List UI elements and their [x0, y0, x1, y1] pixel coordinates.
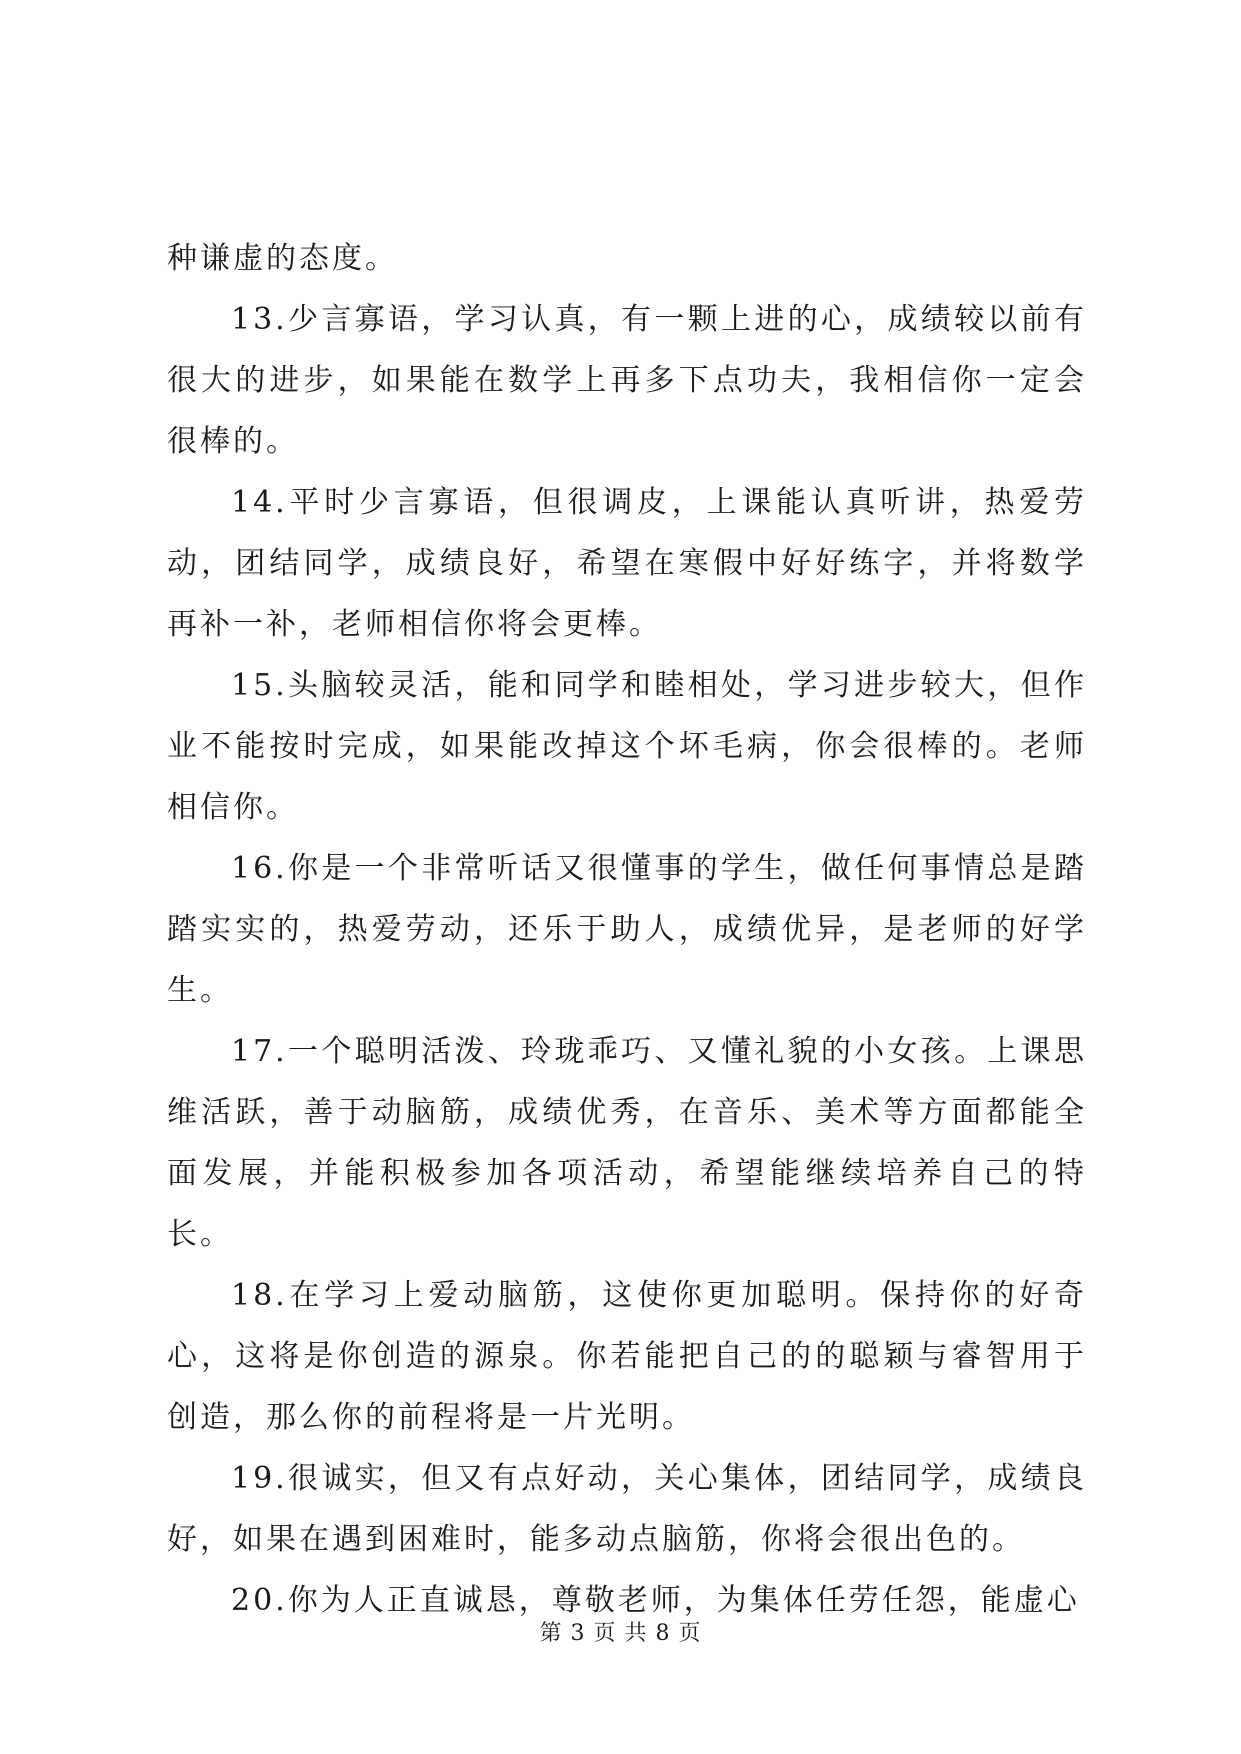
paragraph-18: 18.在学习上爱动脑筋，这使你更加聪明。保持你的好奇心，这将是你创造的源泉。你若能把自己的的聪颖与睿智用于创造，那么你的前程将是一片光明。	[167, 1278, 1087, 1435]
paragraph-17: 17.一个聪明活泼、玲珑乖巧、又懂礼貌的小女孩。上课思维活跃，善于动脑筋，成绩优秀，在音乐、美术等方面都能全面发展，并能积极参加各项活动，希望能继续培养自己的特长。	[167, 1034, 1087, 1252]
page-number-footer: 第 3 页 共 8 页	[539, 1621, 702, 1646]
paragraph-16: 16.你是一个非常听话又很懂事的学生，做任何事情总是踏踏实实的，热爱劳动，还乐于助人，成绩优异，是老师的好学生。	[167, 851, 1087, 1008]
paragraph-continuation: 种谦虚的态度。	[167, 241, 398, 276]
paragraph-20: 20.你为人正直诚恳，尊敬老师，为集体任劳任怨，能虚心	[231, 1583, 1080, 1618]
paragraph-19: 19.很诚实，但又有点好动，关心集体，团结同学，成绩良好，如果在遇到困难时，能多动点脑筋，你将会很出色的。	[167, 1461, 1087, 1557]
document-body	[167, 228, 1087, 1631]
paragraph-15: 15.头脑较灵活，能和同学和睦相处，学习进步较大，但作业不能按时完成，如果能改掉这个坏毛病，你会很棒的。老师相信你。	[167, 668, 1087, 825]
paragraph-14: 14.平时少言寡语，但很调皮，上课能认真听讲，热爱劳动，团结同学，成绩良好，希望在寒假中好好练字，并将数学再补一补，老师相信你将会更棒。	[167, 485, 1087, 642]
paragraph-13: 13.少言寡语，学习认真，有一颗上进的心，成绩较以前有很大的进步，如果能在数学上再多下点功夫，我相信你一定会很棒的。	[167, 302, 1087, 459]
